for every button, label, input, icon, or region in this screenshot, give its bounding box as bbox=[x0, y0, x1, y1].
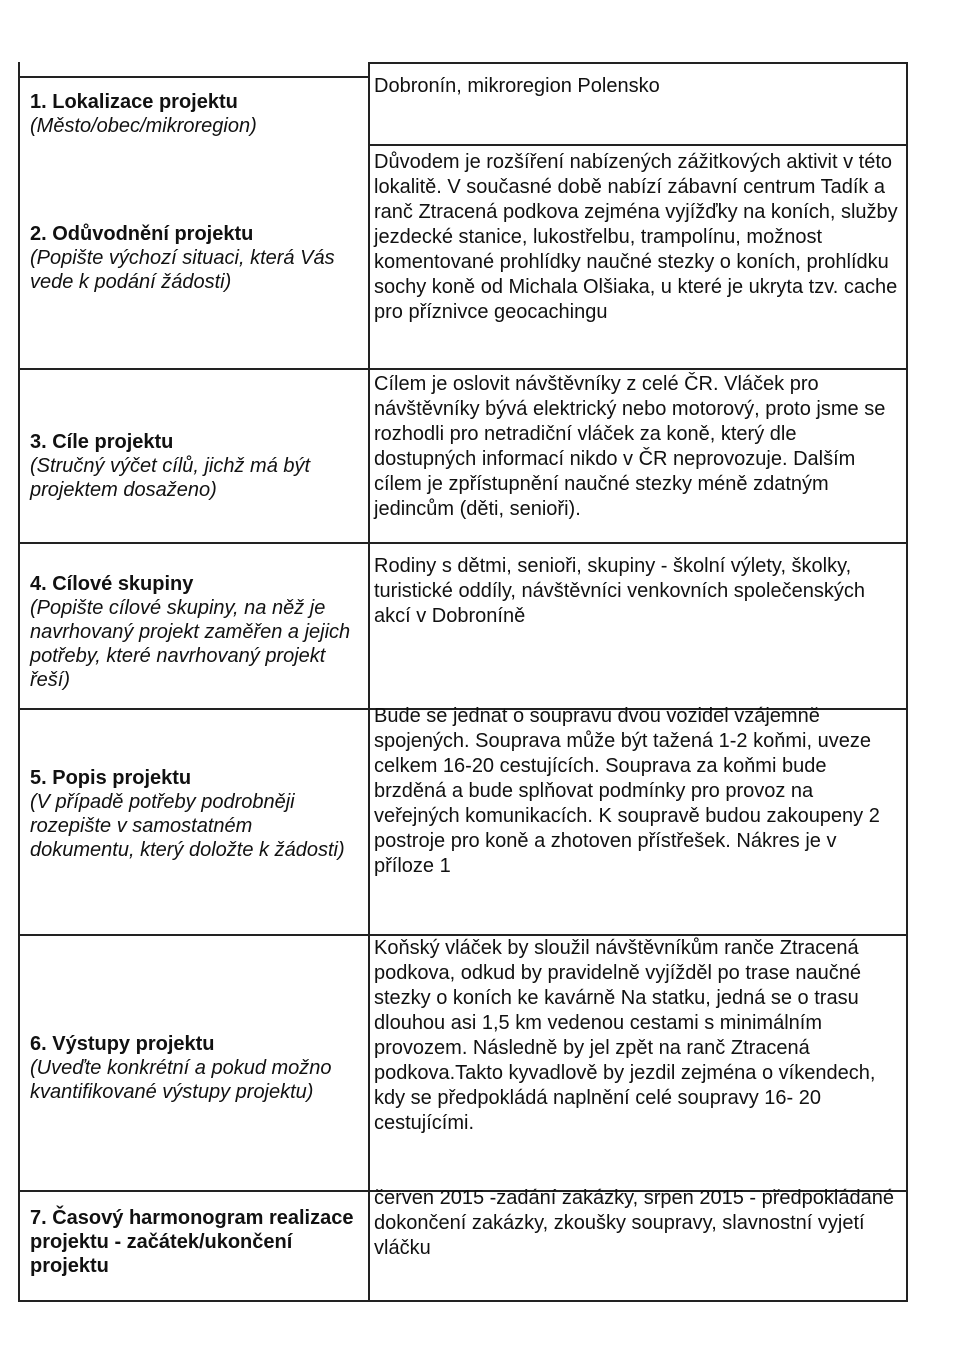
row-5-content: Bude se jednat o soupravu dvou vozidel vzájemně spojených. Souprava může být tažená 1-2 koňmi, uveze celkem 16-20 cestujících. Souprava za koňmi bude brzděná a bude splňovat podmínky pro provoz na veřejných komunikacích. K soupravě budou zakoupeny 2 postroje pro koně a zhotoven přístřešek. Nákres je v příloze 1 bbox=[374, 705, 880, 877]
row-6-content: Koňský vláček by sloužil návštěvníkům ranče Ztracená podkova, odkud by pravidelně vyjížděl po trase naučné stezky o koních ke kavárně Na statku, jedná se o trasu dlouhou asi 1,5 km vedenou cestami s minimálním provozem. Následně by jel zpět na ranč Ztracená podkova.Takto kyvadlově by jezdil zejména o víkendech, kdy se předpokládá naplnění celé soupravy 16- 20 cestujícími. bbox=[374, 937, 876, 1134]
column-divider bbox=[368, 62, 370, 1302]
row-4-content: Rodiny s dětmi, senioři, skupiny - školní výlety, školky, turistické oddíly, návštěvníci venkovních společenských akcí v Dobroníně bbox=[374, 555, 865, 627]
row-separator bbox=[18, 542, 908, 544]
table-border-right bbox=[906, 62, 908, 1302]
row-1-content: Dobronín, mikroregion Polensko bbox=[374, 75, 660, 97]
row-7-title: 7. Časový harmonogram realizace projektu - začátek/ukončení projektu bbox=[30, 1207, 354, 1277]
row-4-title: 4. Cílové skupiny bbox=[30, 573, 194, 595]
row-6-hint: (Uveďte konkrétní a pokud možno kvantifikované výstupy projektu) bbox=[30, 1057, 332, 1103]
row-4-hint: (Popište cílové skupiny, na něž je navrhovaný projekt zaměřen a jejich potřeby, které navrhovaný projekt řeší) bbox=[30, 597, 351, 691]
row-2-label bbox=[30, 222, 360, 294]
row-7-content: červen 2015 -zadání zakázky, srpen 2015 - předpokládané dokončení zakázky, zkoušky soupravy, slavnostní vyjetí vláčku bbox=[374, 1187, 894, 1259]
table-border-bottom bbox=[18, 1300, 908, 1302]
row-5-title: 5. Popis projektu bbox=[30, 767, 192, 789]
table-border-left bbox=[18, 62, 20, 1302]
row-1-label bbox=[30, 90, 360, 138]
project-form-table bbox=[18, 62, 908, 1302]
row-3-title: 3. Cíle projektu bbox=[30, 431, 174, 453]
row-4-label bbox=[30, 572, 360, 692]
row-6-label bbox=[30, 1032, 360, 1104]
row-separator bbox=[18, 76, 368, 78]
row-3-content: Cílem je oslovit návštěvníky z celé ČR. Vláček pro návštěvníky bývá elektrický nebo motorový, proto jsme se rozhodli pro netradiční vláček za koně, který dle dostupných informací nikdo v ČR neprovozuje. Dalším cílem je zpřístupnění naučné stezky méně zdatným jedincům (děti, senioři). bbox=[374, 373, 886, 520]
row-7-label bbox=[30, 1206, 360, 1278]
row-1-hint: (Město/obec/mikroregion) bbox=[30, 115, 257, 137]
table-border-top bbox=[368, 62, 908, 64]
row-separator bbox=[368, 144, 908, 146]
row-2-content: Důvodem je rozšíření nabízených zážitkových aktivit v této lokalitě. V současné době nabízí zábavní centrum Tadík a ranč Ztracená podkova zejména vyjížďky na koních, služby jezdecké stanice, lukostřelbu, trampolínu, možnost komentované prohlídky naučné stezky o koních, prohlídku sochy koně od Michala Olšiaka, u které je ukryta tzv. cache pro příznivce geocachingu bbox=[374, 151, 898, 323]
row-5-label bbox=[30, 766, 360, 862]
row-2-title: 2. Odůvodnění projektu bbox=[30, 223, 254, 245]
row-3-hint: (Stručný výčet cílů, jichž má být projektem dosaženo) bbox=[30, 455, 311, 501]
row-2-hint: (Popište výchozí situaci, která Vás vede k podání žádosti) bbox=[30, 247, 335, 293]
row-6-title: 6. Výstupy projektu bbox=[30, 1033, 215, 1055]
row-1-title: 1. Lokalizace projektu bbox=[30, 91, 238, 113]
row-separator bbox=[368, 368, 908, 370]
row-5-hint: (V případě potřeby podrobněji rozepište v samostatném dokumentu, který doložte k žádosti) bbox=[30, 791, 345, 861]
row-separator bbox=[18, 368, 368, 370]
row-3-label bbox=[30, 430, 360, 502]
